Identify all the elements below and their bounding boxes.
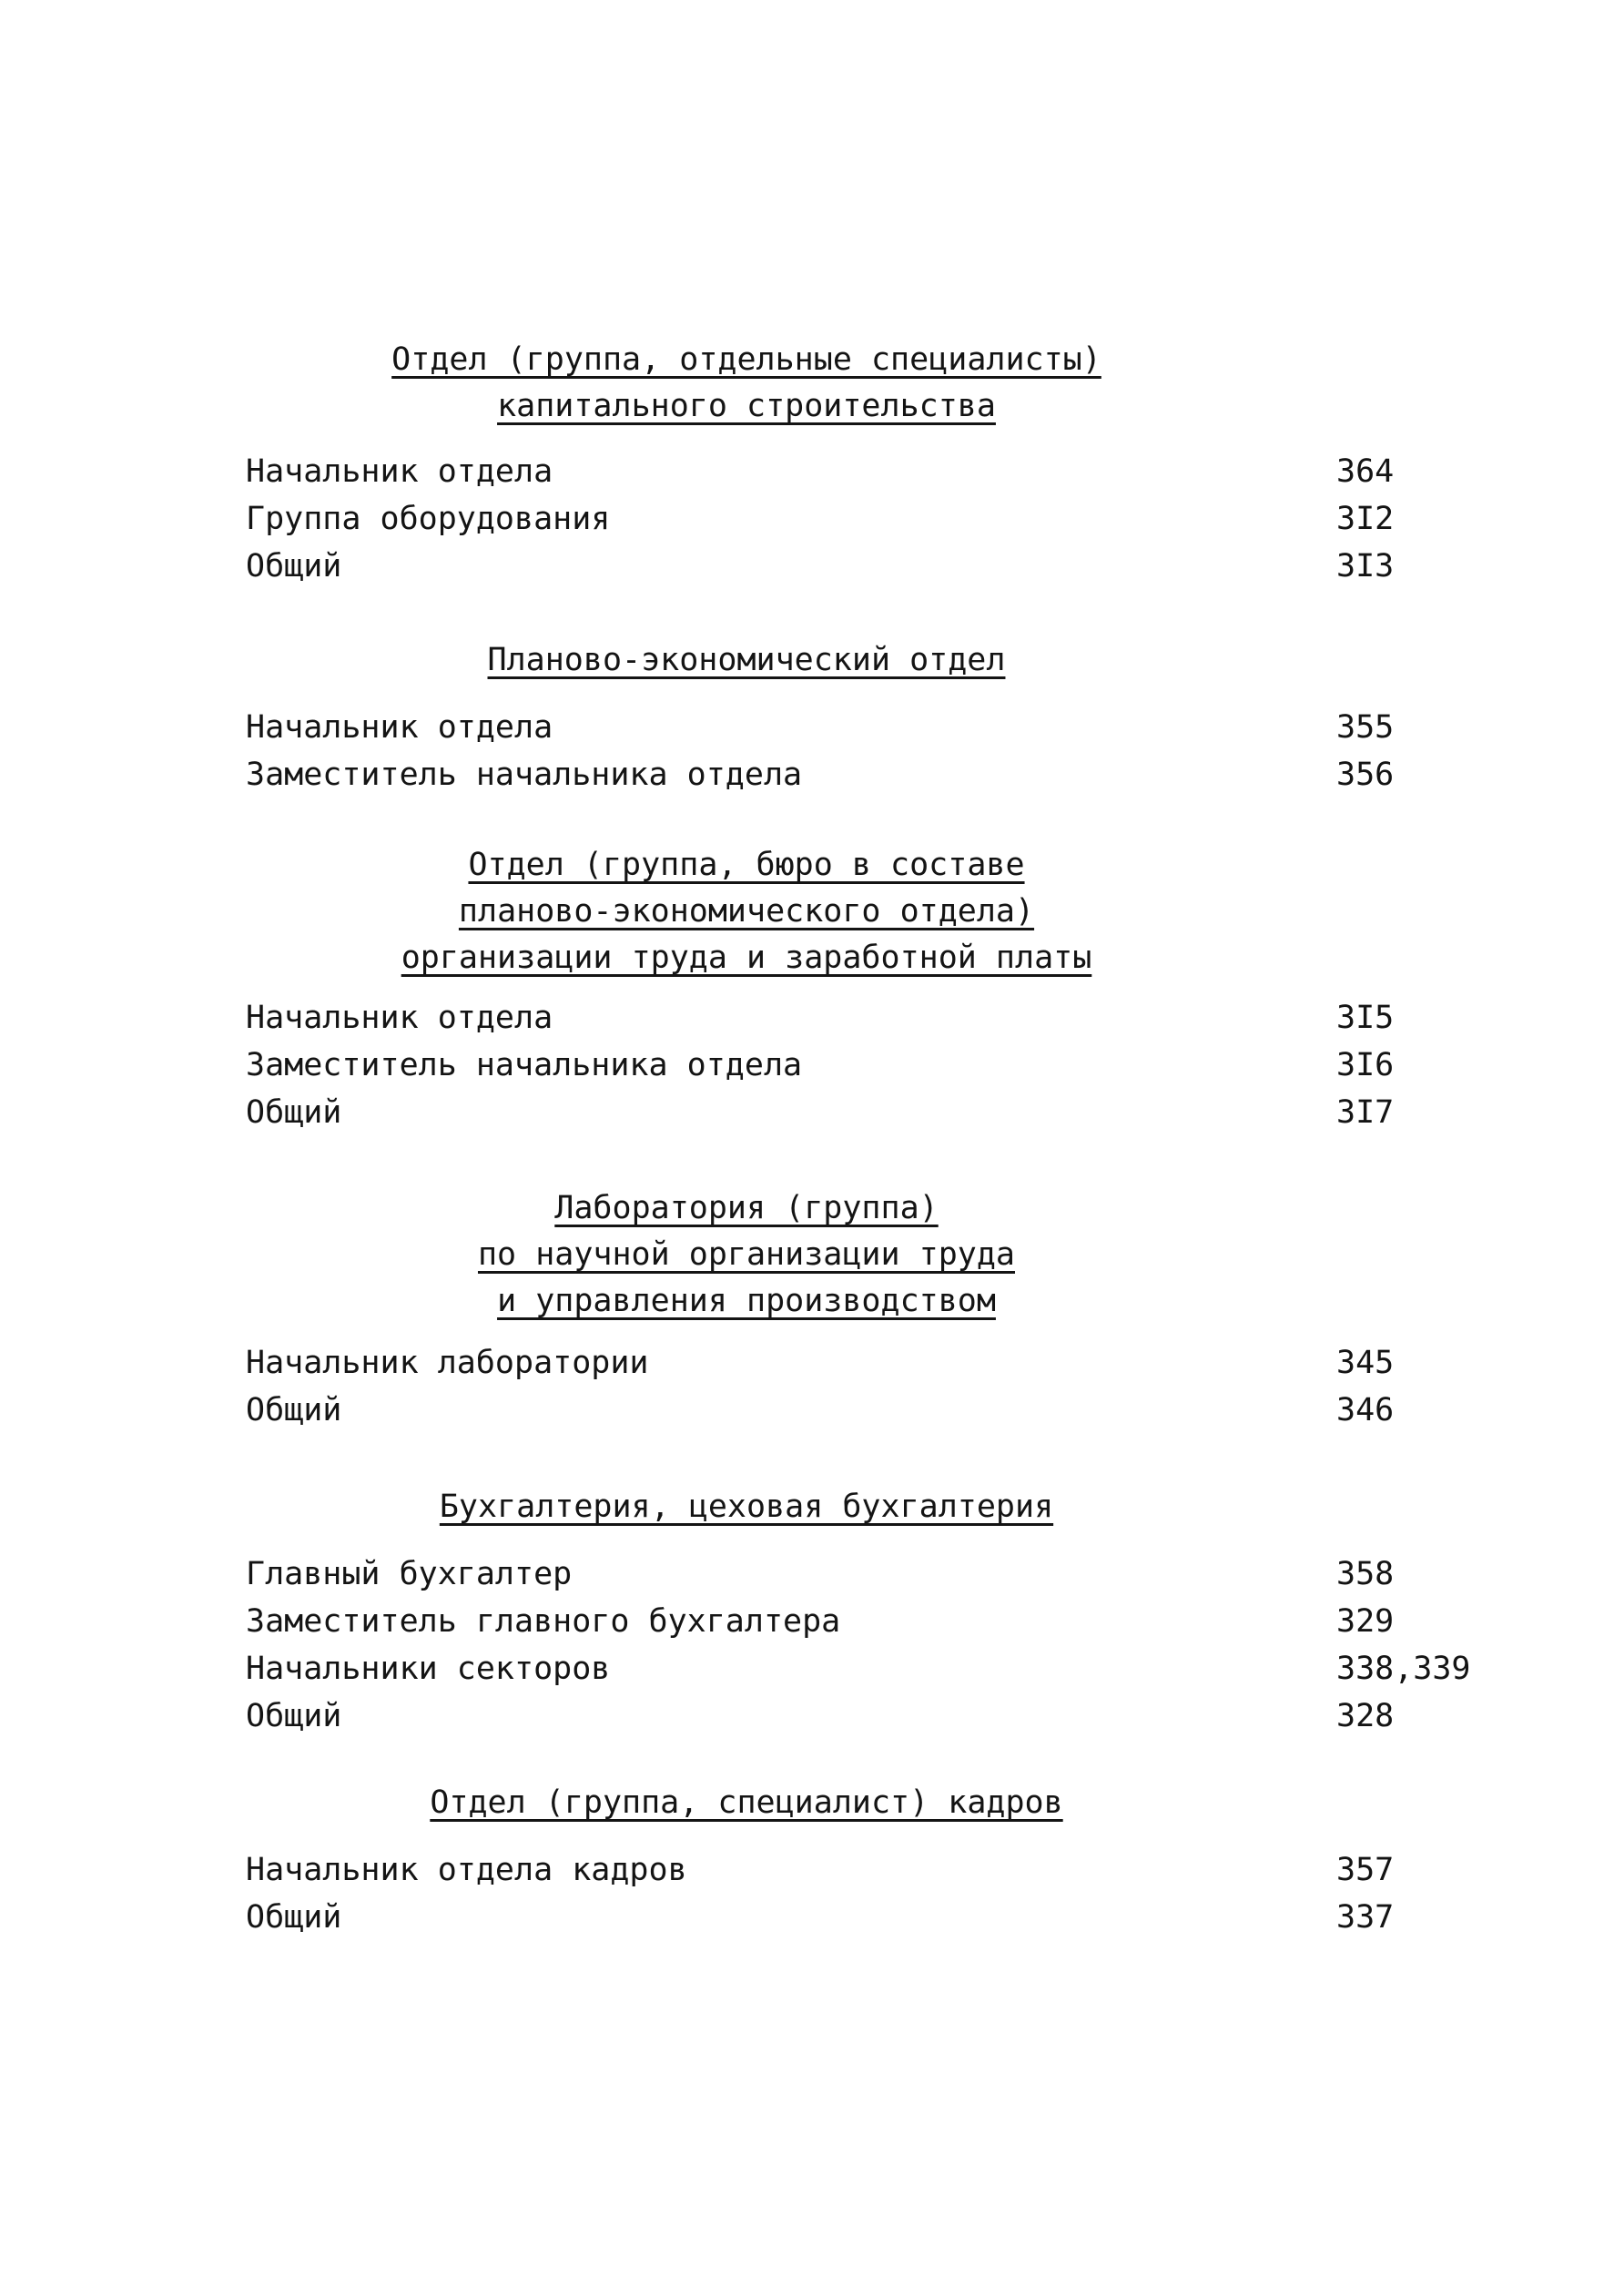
entry-code: 3I7 <box>1336 1094 1395 1131</box>
entry-list <box>246 1846 1484 1941</box>
list-item <box>246 1645 1484 1692</box>
entry-label: Заместитель главного бухгалтера <box>246 1603 841 1640</box>
list-item <box>246 448 1484 495</box>
entry-code: 3I2 <box>1336 501 1395 537</box>
list-item <box>246 1846 1484 1894</box>
entry-label: Общий <box>246 1899 342 1936</box>
entry-label: Группа оборудования <box>246 501 611 537</box>
list-item <box>246 495 1484 543</box>
entry-list <box>246 1339 1484 1434</box>
heading-line: Лаборатория (группа) <box>554 1190 939 1226</box>
entry-list <box>246 1550 1484 1740</box>
section-heading <box>246 337 1247 430</box>
heading-line: планово-экономического отдела) <box>458 893 1035 930</box>
section-personnel <box>246 1780 1484 1941</box>
entry-label: Заместитель начальника отдела <box>246 757 803 793</box>
section-labor-organization <box>246 842 1484 1136</box>
section-capital-construction <box>246 337 1484 590</box>
entry-label: Общий <box>246 1094 342 1131</box>
section-heading <box>246 842 1247 981</box>
entry-code: 364 <box>1336 453 1395 490</box>
entry-label: Начальник отдела <box>246 1000 553 1036</box>
heading-line: Отдел (группа, специалист) кадров <box>430 1784 1063 1821</box>
entry-label: Главный бухгалтер <box>246 1556 573 1592</box>
entry-code: 337 <box>1336 1899 1395 1936</box>
list-item <box>246 704 1484 751</box>
list-item <box>246 1387 1484 1434</box>
heading-line: организации труда и заработной платы <box>401 940 1092 976</box>
entry-code: 346 <box>1336 1392 1395 1428</box>
entry-list <box>246 994 1484 1136</box>
section-heading <box>246 1484 1247 1530</box>
entry-label: Заместитель начальника отдела <box>246 1047 803 1083</box>
section-planning-economic <box>246 637 1484 798</box>
entry-label: Начальник отдела <box>246 709 553 746</box>
heading-line: капитального строительства <box>497 388 996 424</box>
list-item <box>246 1550 1484 1598</box>
heading-line: по научной организации труда <box>477 1236 1015 1273</box>
section-scientific-labor-lab <box>246 1185 1484 1434</box>
list-item <box>246 1894 1484 1941</box>
entry-list <box>246 704 1484 798</box>
heading-line: и управления производством <box>497 1283 996 1319</box>
entry-label: Общий <box>246 1392 342 1428</box>
section-heading <box>246 637 1247 684</box>
entry-code: 355 <box>1336 709 1395 746</box>
entry-label: Начальники секторов <box>246 1651 611 1687</box>
entry-list <box>246 448 1484 590</box>
list-item <box>246 1089 1484 1136</box>
entry-label: Общий <box>246 548 342 584</box>
list-item <box>246 1339 1484 1387</box>
section-accounting <box>246 1484 1484 1740</box>
heading-line: Планово-экономический отдел <box>487 642 1006 678</box>
entry-code: 356 <box>1336 757 1395 793</box>
section-heading <box>246 1185 1247 1325</box>
list-item <box>246 994 1484 1042</box>
entry-label: Начальник отдела кадров <box>246 1852 687 1888</box>
entry-label: Начальник лаборатории <box>246 1345 649 1381</box>
entry-code: 329 <box>1336 1603 1395 1640</box>
list-item <box>246 1692 1484 1740</box>
entry-code: 3I5 <box>1336 1000 1395 1036</box>
list-item <box>246 751 1484 798</box>
heading-line: Отдел (группа, отдельные специалисты) <box>391 341 1101 378</box>
entry-label: Общий <box>246 1698 342 1734</box>
section-heading <box>246 1780 1247 1826</box>
entry-code: 338,339 <box>1336 1651 1471 1687</box>
entry-code: 328 <box>1336 1698 1395 1734</box>
list-item <box>246 1042 1484 1089</box>
entry-code: 3I3 <box>1336 548 1395 584</box>
entry-label: Начальник отдела <box>246 453 553 490</box>
entry-code: 345 <box>1336 1345 1395 1381</box>
entry-code: 3I6 <box>1336 1047 1395 1083</box>
entry-code: 358 <box>1336 1556 1395 1592</box>
heading-line: Отдел (группа, бюро в составе <box>468 847 1025 883</box>
entry-code: 357 <box>1336 1852 1395 1888</box>
heading-line: Бухгалтерия, цеховая бухгалтерия <box>439 1489 1054 1525</box>
list-item <box>246 543 1484 590</box>
list-item <box>246 1598 1484 1645</box>
